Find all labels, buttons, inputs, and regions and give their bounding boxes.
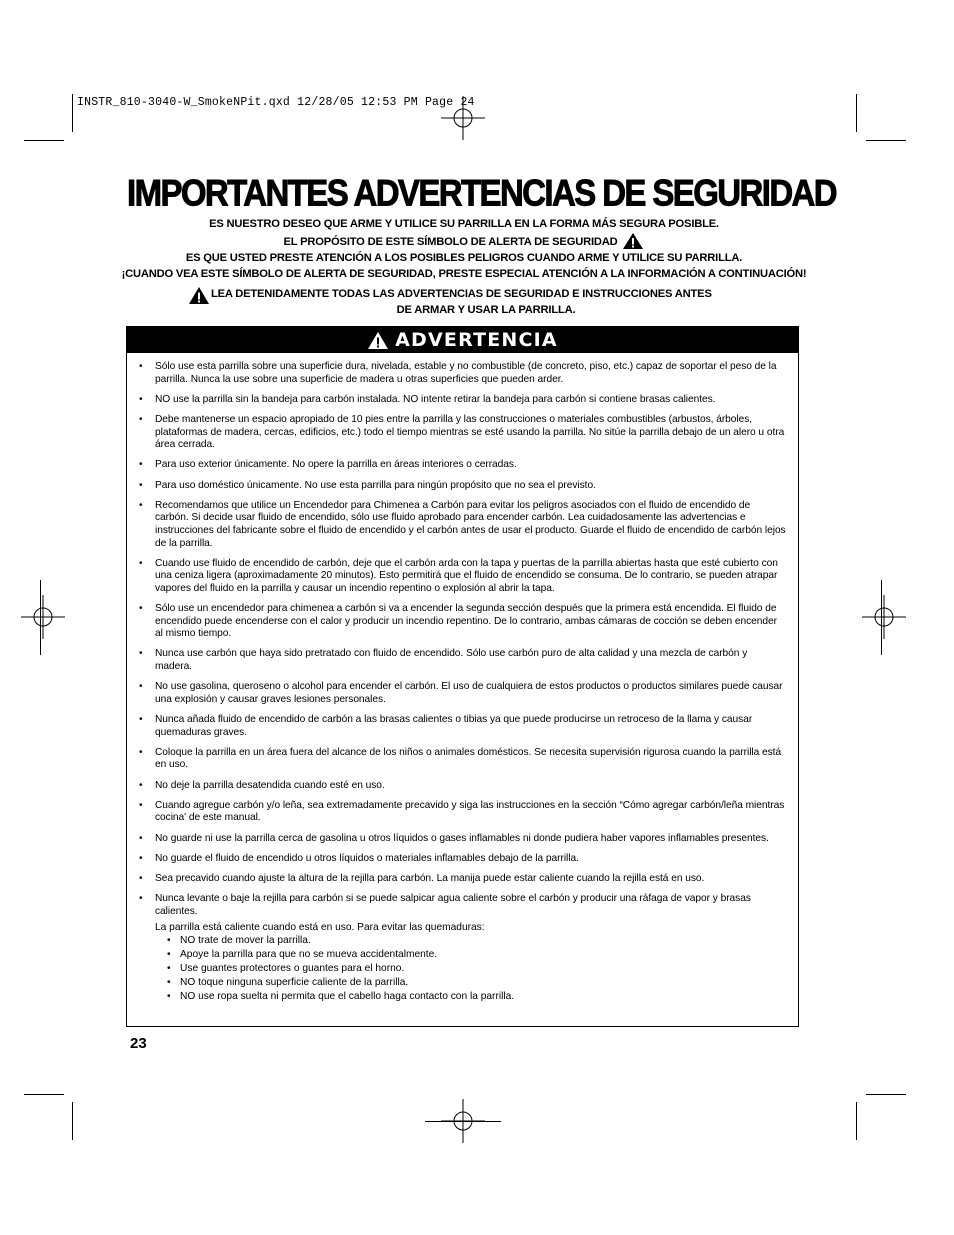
warning-triangle-icon <box>367 331 389 350</box>
crop-mark <box>856 1102 857 1140</box>
intro-line-symbol <box>110 232 818 250</box>
warning-item: • Coloque la parrilla en un área fuera del alcance de los niños o animales domésticos. Se necesita supervisión rigurosa cuando la parrilla está en uso. <box>139 747 786 772</box>
crop-mark <box>856 94 857 132</box>
warning-item: • Debe mantenerse un espacio apropiado de 10 pies entre la parrilla y las construcciones o materiales combustibles (arbustos, árboles, plataformas de madera, cercas, edificios, etc.) todo el tiempo mientras se esté usando la parrilla. No sitúe la parrilla debajo de un alero u otra área cerrada. <box>139 414 786 452</box>
warning-item: • Sólo use un encendedor para chimenea a carbón si va a encender la segunda sección después que la primera está encendida. El fluido de encendido puede encenderse con el calor y producir un incendio repentino. De lo contrario, ambas cámaras de cocción se deben encender al mismo tiempo. <box>139 603 786 641</box>
warning-item: • Recomendamos que utilice un Encendedor para Chimenea a Carbón para evitar los peligros asociados con el fluido de encendido de carbón. Si decide usar fluido de encendido, sólo use fluido aprobado para encender carbón. Lea cuidadosamente las advertencias e instrucciones del fabricante sobre el fluido de encendido y el carbón antes de usar el producto. Guarde el fluido de encendido de carbón lejos de la parrilla. <box>139 500 786 550</box>
warning-list <box>127 353 798 918</box>
burn-list <box>127 934 798 1004</box>
burn-item: • Use guantes protectores o guantes para el horno. <box>167 962 798 976</box>
warning-triangle-icon <box>622 232 644 250</box>
burn-intro: La parrilla está caliente cuando está en uso. Para evitar las quemaduras: <box>155 921 485 933</box>
warning-item: • Nunca levante o baje la rejilla para carbón si se puede salpicar agua caliente sobre el carbón y producir una ráfaga de vapor y brasas calientes. <box>139 893 786 918</box>
warning-item: • Nunca use carbón que haya sido pretratado con fluido de encendido. Sólo use carbón puro de alta calidad y una mezcla de carbón y madera. <box>139 648 786 673</box>
warning-item: • NO use la parrilla sin la bandeja para carbón instalada. NO intente retirar la bandeja para carbón si contiene brasas calientes. <box>139 394 786 407</box>
registration-mark-icon <box>21 595 65 639</box>
burn-item: • NO trate de mover la parrilla. <box>167 934 798 948</box>
warning-item: • No guarde ni use la parrilla cerca de gasolina u otros líquidos o gases inflamables ni donde pudiera haber vapores inflamables presentes. <box>139 833 786 846</box>
registration-mark-line <box>40 580 41 655</box>
warning-item: • No deje la parrilla desatendida cuando esté en uso. <box>139 780 786 793</box>
warning-item: • Para uso exterior únicamente. No opere la parrilla en áreas interiores o cerradas. <box>139 459 786 472</box>
warning-box <box>126 326 799 1027</box>
warning-item: • Sólo use esta parrilla sobre una superficie dura, nivelada, estable y no combustible (de concreto, piso, etc.) capaz de soportar el peso de la parrilla. Nunca la use sobre una superficie de madera u otras superficies que pueden arder. <box>139 361 786 386</box>
warning-item: • Nunca añada fluido de encendido de carbón a las brasas calientes o tibias ya que puede producirse un retroceso de la llama y causar quemaduras graves. <box>139 714 786 739</box>
warning-item: • No use gasolina, queroseno o alcohol para encender el carbón. El uso de cualquiera de estos productos o productos similares puede causar una explosión y causar graves lesiones personales. <box>139 681 786 706</box>
read-notice-line: DE ARMAR Y USAR LA PARRILLA. <box>396 304 576 316</box>
registration-mark-icon <box>441 96 485 140</box>
intro-line: ¡CUANDO VEA ESTE SÍMBOLO DE ALERTA DE SEGURIDAD, PRESTE ESPECIAL ATENCIÓN A LA INFORMACIÓN A CONTINUACIÓN! <box>121 268 807 280</box>
warning-box-header <box>127 327 798 353</box>
crop-mark <box>866 140 906 141</box>
crop-mark <box>72 1102 73 1140</box>
page-number: 23 <box>130 1035 147 1052</box>
intro-line: ES NUESTRO DESEO QUE ARME Y UTILICE SU PARRILLA EN LA FORMA MÁS SEGURA POSIBLE. <box>209 218 719 230</box>
crop-mark <box>24 140 64 141</box>
warning-item: • Para uso doméstico únicamente. No use esta parrilla para ningún propósito que no sea el previsto. <box>139 480 786 493</box>
registration-mark-icon <box>862 595 906 639</box>
intro-line: ES QUE USTED PRESTE ATENCIÓN A LOS POSIBLES PELIGROS CUANDO ARME Y UTILICE SU PARRILLA. <box>185 252 743 264</box>
warning-item: • Cuando agregue carbón y/o leña, sea extremadamente precavido y siga las instrucciones en la sección “Cómo agregar carbón/leña mientras cocina' de este manual. <box>139 800 786 825</box>
registration-mark-line <box>881 580 882 655</box>
burn-item: • Apoye la parrilla para que no se mueva accidentalmente. <box>167 948 798 962</box>
crop-mark <box>24 1094 64 1095</box>
intro-line: EL PROPÓSITO DE ESTE SÍMBOLO DE ALERTA DE SEGURIDAD <box>283 236 618 248</box>
burn-item: • NO toque ninguna superficie caliente de la parrilla. <box>167 976 798 990</box>
crop-mark <box>866 1094 906 1095</box>
page-title: IMPORTANTES ADVERTENCIAS DE SEGURIDAD <box>127 172 837 214</box>
warning-heading: ADVERTENCIA <box>395 329 558 351</box>
burn-item: • NO use ropa suelta ni permita que el cabello haga contacto con la parrilla. <box>167 990 798 1004</box>
warning-triangle-icon <box>188 286 210 305</box>
registration-mark-line <box>425 1121 501 1122</box>
warning-item: • Sea precavido cuando ajuste la altura de la rejilla para carbón. La manija puede estar caliente cuando la rejilla está en uso. <box>139 873 786 886</box>
warning-item: • No guarde el fluido de encendido u otros líquidos o materiales inflamables debajo de la parrilla. <box>139 853 786 866</box>
read-notice-line: LEA DETENIDAMENTE TODAS LAS ADVERTENCIAS DE SEGURIDAD E INSTRUCCIONES ANTES <box>211 288 712 300</box>
read-notice <box>186 286 746 318</box>
intro-statement <box>110 216 818 282</box>
crop-mark <box>72 94 73 132</box>
warning-item: • Cuando use fluido de encendido de carbón, deje que el carbón arda con la tapa y puertas de la parrilla abiertas hasta que esté cubierto con una ceniza ligera (aproximadamente 20 minutos). Esto permitirá que el fluido de encendido se consuma. De lo contrario, se pueden atrapar vapores del fluido en la parrilla y causar un incendio repentino o explosión al abrir la tapa. <box>139 558 786 596</box>
file-slug: INSTR_810-3040-W_SmokeNPit.qxd 12/28/05 12:53 PM Page 24 <box>77 96 475 109</box>
